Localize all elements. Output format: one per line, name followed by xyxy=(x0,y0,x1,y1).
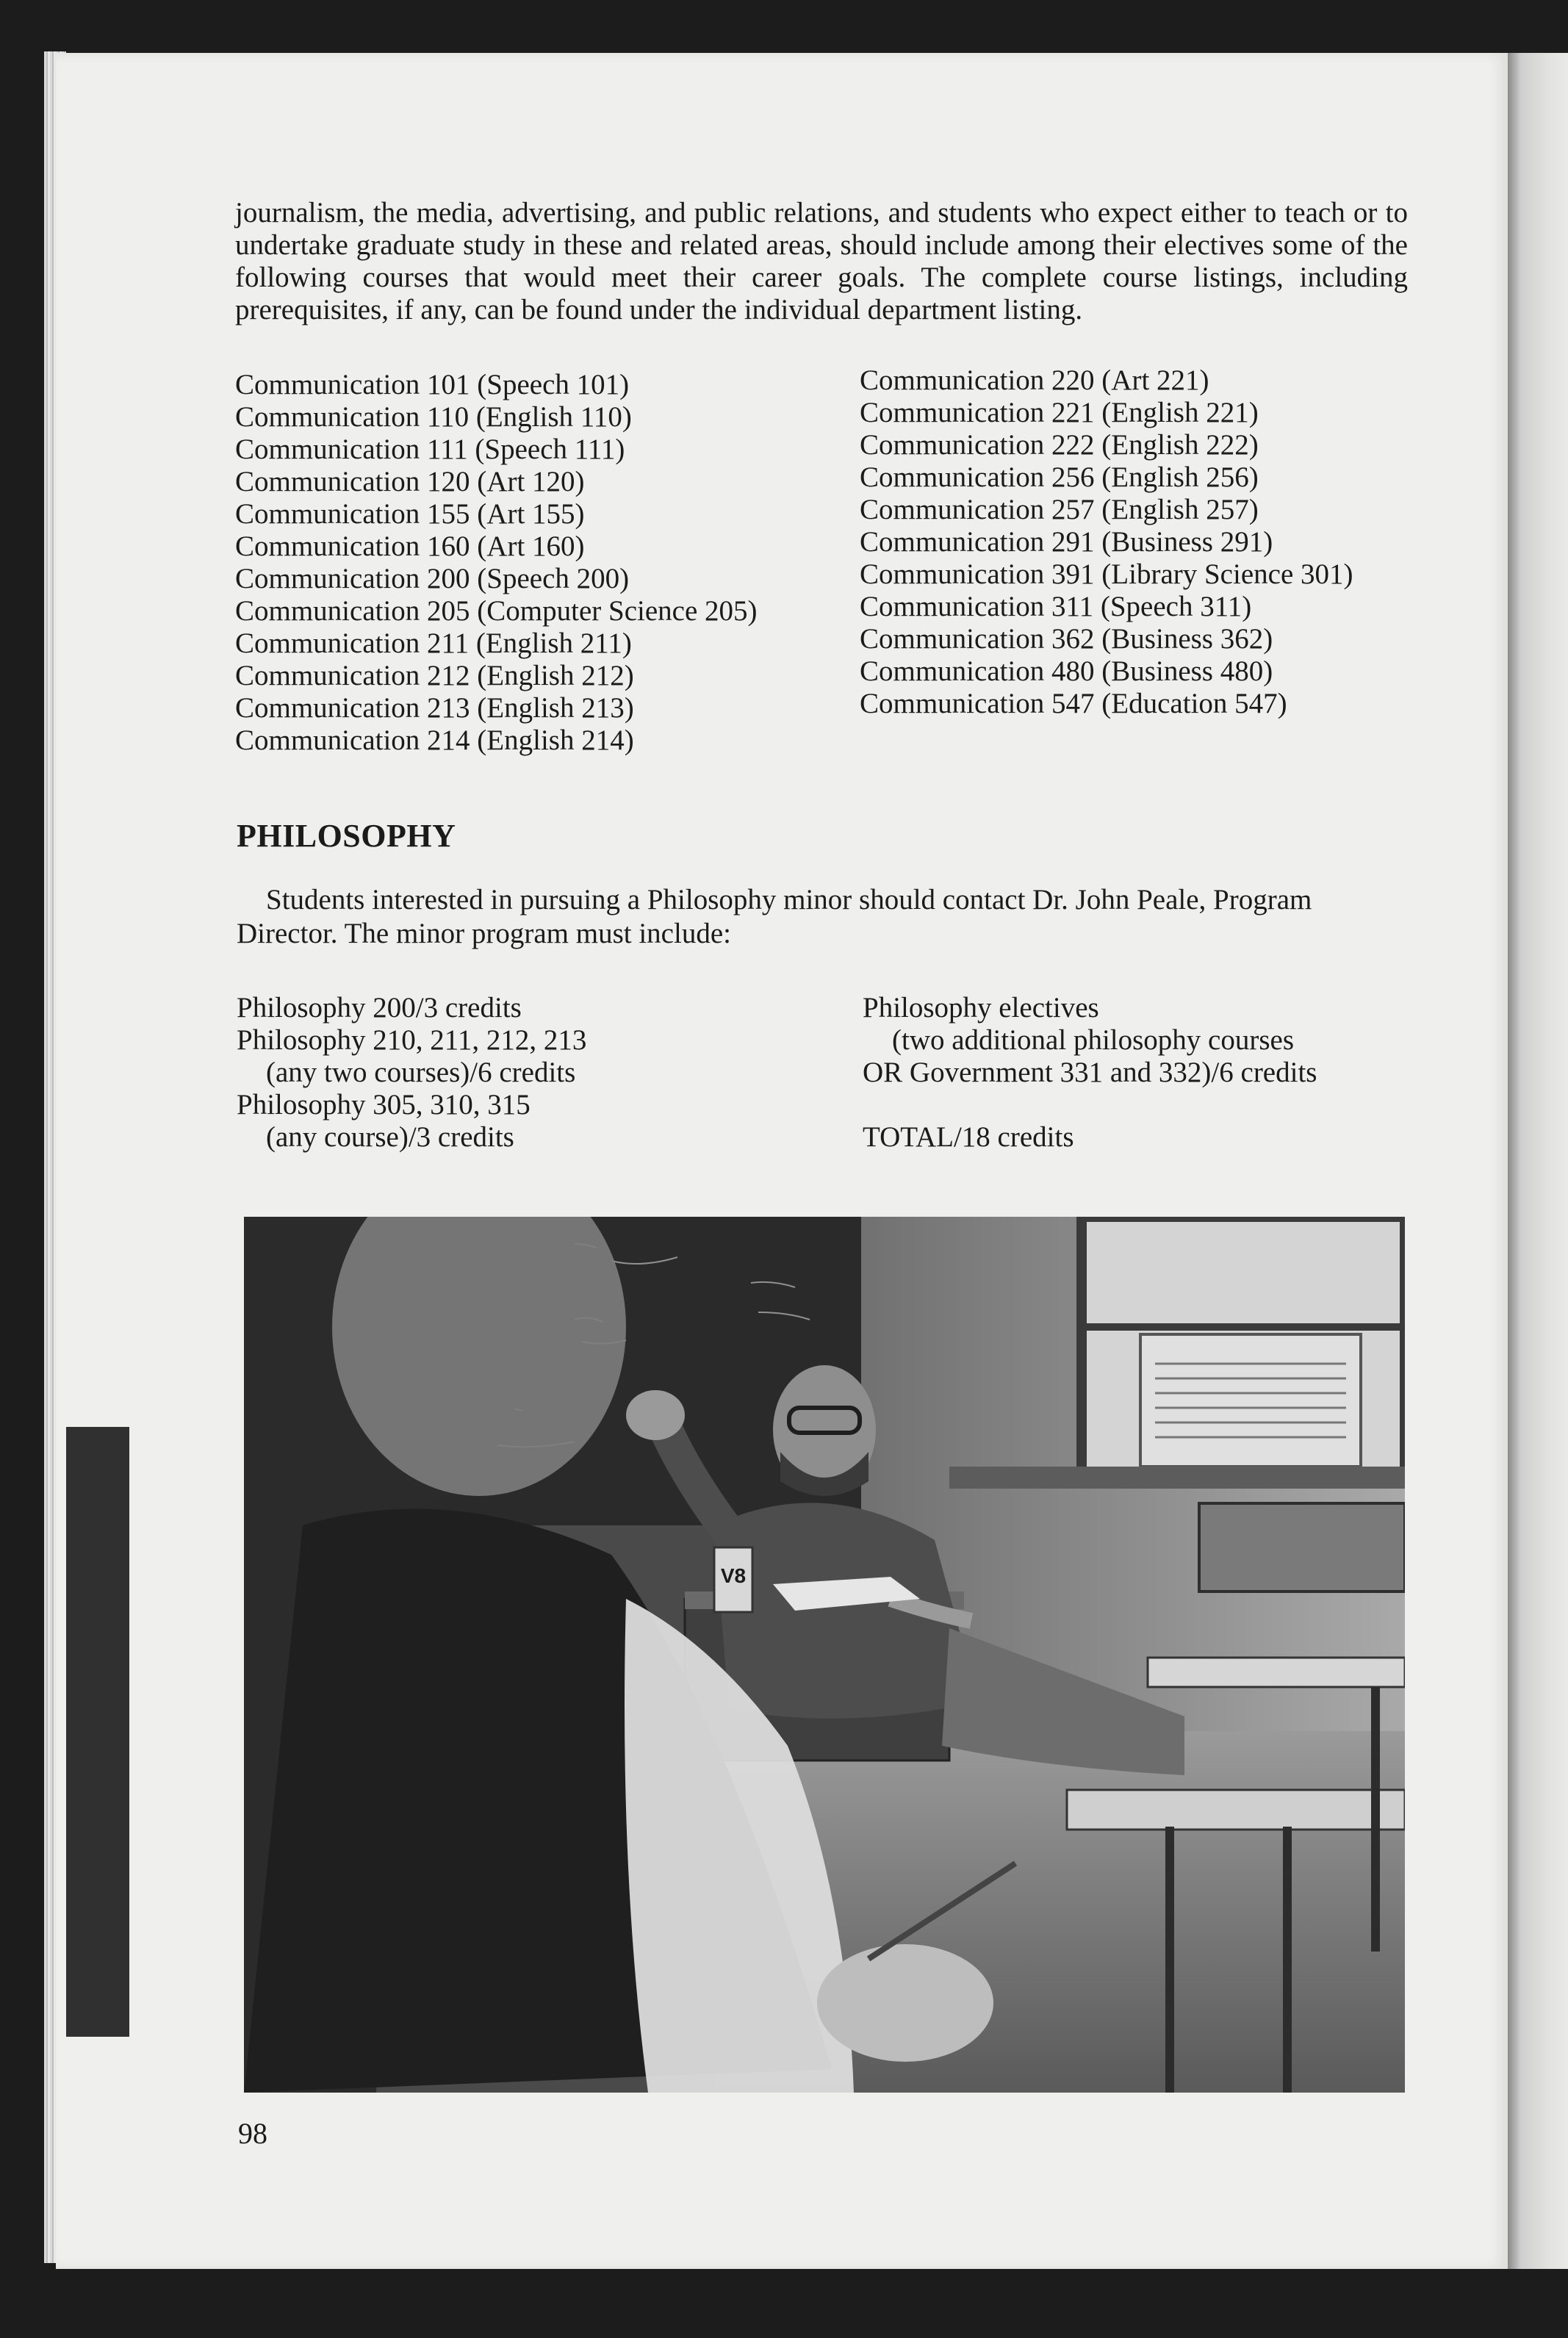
course-item: Communication 220 (Art 221) xyxy=(860,364,1209,396)
course-item: Communication 391 (Library Science 301) xyxy=(860,558,1353,590)
total-credits: TOTAL/18 credits xyxy=(863,1121,1074,1153)
page-number: 98 xyxy=(238,2117,267,2150)
course-item: Communication 101 (Speech 101) xyxy=(235,369,630,400)
course-item: Communication 362 (Business 362) xyxy=(860,623,1273,655)
course-item: Communication 205 (Computer Science 205) xyxy=(235,595,758,627)
requirement-line: Philosophy 305, 310, 315 xyxy=(237,1089,531,1121)
course-item: Communication 257 (English 257) xyxy=(860,494,1259,525)
course-item: Communication 155 (Art 155) xyxy=(235,498,585,530)
requirement-line: (any two courses)/6 credits xyxy=(266,1057,576,1088)
course-item: Communication 111 (Speech 111) xyxy=(235,434,625,465)
course-item: Communication 480 (Business 480) xyxy=(860,655,1273,687)
course-item: Communication 200 (Speech 200) xyxy=(235,563,630,594)
communication-course-list-left xyxy=(235,369,758,757)
course-item: Communication 213 (English 213) xyxy=(235,692,634,724)
course-item: Communication 547 (Education 547) xyxy=(860,688,1287,719)
classroom-photo xyxy=(244,1217,1405,2093)
requirement-line: Philosophy electives xyxy=(863,992,1099,1024)
requirement-line: Philosophy 210, 211, 212, 213 xyxy=(237,1024,587,1056)
course-item: Communication 221 (English 221) xyxy=(860,397,1259,428)
course-item: Communication 256 (English 256) xyxy=(860,461,1259,493)
philosophy-intro: Students interested in pursuing a Philosophy minor should contact Dr. John Peale, Program Director. The minor program must include: xyxy=(237,884,1312,949)
requirement-line: (two additional philosophy courses xyxy=(892,1024,1295,1056)
requirement-line: OR Government 331 and 332)/6 credits xyxy=(863,1057,1317,1088)
communication-course-list-right xyxy=(860,364,1353,720)
thumb-index-tab xyxy=(66,1427,129,2037)
philosophy-requirements-right xyxy=(863,992,1317,1154)
course-item: Communication 222 (English 222) xyxy=(860,429,1259,461)
facing-page-edge xyxy=(1508,53,1568,2269)
course-item: Communication 160 (Art 160) xyxy=(235,530,585,562)
course-item: Communication 291 (Business 291) xyxy=(860,526,1273,558)
course-item: Communication 110 (English 110) xyxy=(235,401,632,433)
v8-can-label: V8 xyxy=(720,1564,747,1587)
course-item: Communication 212 (English 212) xyxy=(235,660,634,691)
air-conditioner xyxy=(1140,1334,1361,1467)
intro-paragraph: journalism, the media, advertising, and public relations, and students who expect either to teach or to undertake graduate study in these and related areas, should include among their electives some of the following courses that would meet their career goals. The complete course listings, including prerequisites, if any, can be found under the individual department listing. xyxy=(235,197,1408,325)
section-heading-philosophy: PHILOSOPHY xyxy=(237,818,456,854)
course-item: Communication 211 (English 211) xyxy=(235,627,632,659)
philosophy-requirements-left xyxy=(237,992,586,1154)
course-item: Communication 214 (English 214) xyxy=(235,724,634,756)
course-item: Communication 311 (Speech 311) xyxy=(860,591,1252,622)
course-item: Communication 120 (Art 120) xyxy=(235,466,585,497)
requirement-line: Philosophy 200/3 credits xyxy=(237,992,522,1024)
requirement-line: (any course)/3 credits xyxy=(266,1121,514,1153)
